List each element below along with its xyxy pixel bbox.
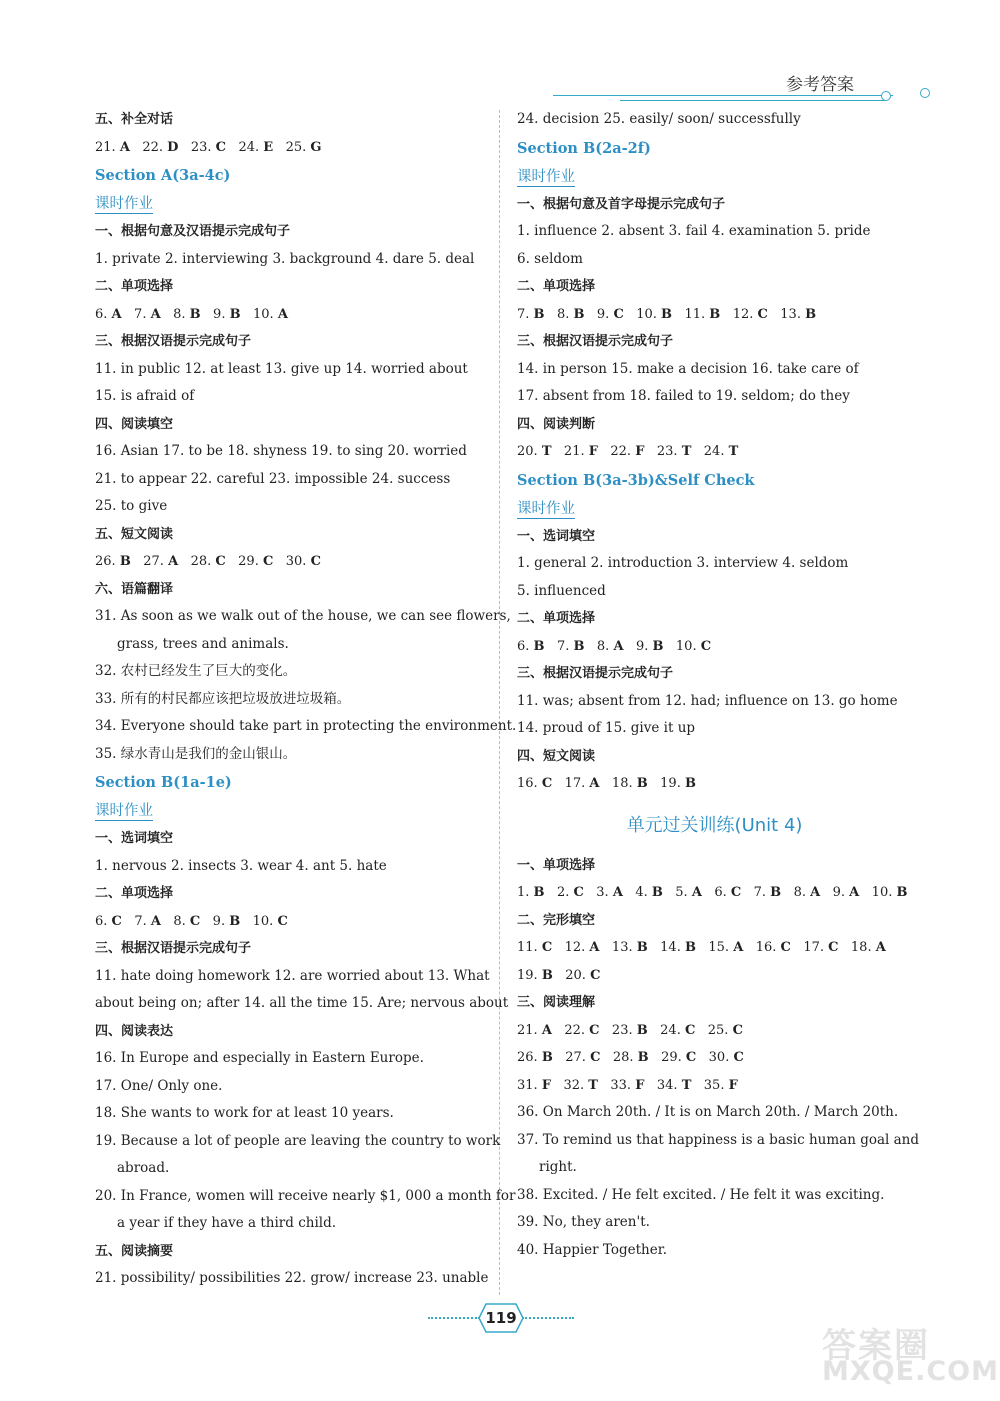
answer-choices-line: 26. B 27. C 28. B 29. C 30. C	[517, 1050, 744, 1065]
answer-line: 37. To remind us that happiness is a basic human goal and	[517, 1131, 920, 1148]
answer-choices-line: 21. A 22. D 23. C 24. E 25. G	[95, 139, 322, 155]
answer-letter: T	[728, 444, 739, 459]
answer-line: 11. in public 12. at least 13. give up 14. worried about	[95, 360, 468, 377]
homework-label	[95, 190, 490, 218]
exercise-heading: 一、根据句意及汉语提示完成句子	[95, 224, 291, 239]
answer-letter: B	[533, 885, 545, 900]
exercise-heading: 二、单项选择	[95, 279, 174, 294]
answer-letter: B	[684, 940, 696, 955]
answer-letter: B	[636, 1022, 648, 1038]
header-dot	[920, 88, 930, 98]
exercise-heading: 一、选词填空	[517, 528, 596, 544]
answer-letter: C	[590, 1050, 601, 1065]
answer-line: 40. Happier Together.	[517, 1241, 668, 1258]
answer-letter: B	[541, 967, 553, 983]
answer-letter: A	[691, 885, 702, 900]
answer-letter: B	[573, 306, 585, 322]
exercise-heading: 二、完形填空	[517, 912, 596, 928]
homework-label-text: 课时作业	[95, 803, 153, 819]
answer-letter: C	[111, 913, 122, 929]
answer-line-continued: right.	[539, 1159, 577, 1175]
answer-letter: C	[541, 940, 553, 955]
answer-line: about being on; after 14. all the time 15. Are; nervous about	[95, 995, 509, 1011]
exercise-heading: 一、选词填空	[95, 831, 174, 846]
answer-letter: C	[589, 1022, 600, 1038]
answer-letter: A	[849, 885, 860, 900]
answer-letter: B	[684, 776, 696, 791]
answer-line: 24. decision 25. easily/ soon/ successfully	[517, 111, 801, 127]
answer-line: 1. private 2. interviewing 3. background 4. dare 5. deal	[95, 250, 475, 267]
exercise-heading: 四、短文阅读	[517, 748, 596, 764]
answer-letter: G	[310, 139, 322, 155]
exercise-heading: 四、阅读判断	[517, 416, 596, 432]
answer-letter: T	[588, 1077, 598, 1093]
exercise-heading: 二、单项选择	[517, 611, 596, 626]
answer-line: 1. influence 2. absent 3. fail 4. examination 5. pride	[517, 223, 871, 239]
answer-letter: C	[277, 913, 288, 929]
watermark-url: MXQE.COM	[822, 1356, 999, 1387]
answer-letter: C	[613, 306, 624, 322]
answer-letter: F	[728, 1077, 738, 1093]
page-number: 119	[485, 1309, 517, 1327]
answer-line: 14. in person 15. make a decision 16. take care of	[517, 360, 859, 377]
answer-line: 38. Excited. / He felt excited. / He felt it was exciting.	[517, 1186, 885, 1203]
answer-letter: B	[651, 885, 663, 900]
answer-choices-line: 31. F 32. T 33. F 34. T 35. F	[517, 1077, 738, 1093]
answer-letter: B	[573, 638, 585, 654]
answer-letter: C	[757, 306, 768, 322]
pager-dots-left	[428, 1317, 480, 1319]
answer-letter: B	[119, 554, 131, 569]
section-title: Section B(3a-3b)&Self Check	[517, 471, 755, 489]
answer-letter: B	[189, 306, 201, 322]
header-rule	[553, 95, 893, 96]
answer-letter: A	[168, 554, 179, 569]
answer-line: 16. In Europe and especially in Eastern Europe.	[95, 1050, 424, 1066]
answer-choices-line: 11. C 12. A 13. B 14. B 15. A 16. C 17. C 18. A	[517, 940, 886, 955]
answer-letter: B	[636, 940, 648, 955]
left-column	[95, 106, 517, 1293]
answer-line: 1. nervous 2. insects 3. wear 4. ant 5. hate	[95, 857, 387, 874]
answer-choices-line: 20. T 21. F 22. F 23. T 24. T	[517, 444, 739, 459]
answer-letter: C	[828, 940, 839, 955]
answer-line-continued: grass, trees and animals.	[117, 635, 289, 652]
answer-line: 32. 农村已经发生了巨大的变化。	[95, 663, 297, 679]
answer-letter: C	[700, 638, 712, 654]
answer-letter: A	[111, 306, 122, 322]
answer-line: 15. is afraid of	[95, 388, 195, 404]
answer-letter: B	[636, 776, 648, 791]
exercise-heading: 二、单项选择	[95, 886, 174, 901]
answer-letter: T	[681, 444, 692, 459]
answer-line: 34. Everyone should take part in protecting the environment.	[95, 718, 517, 734]
homework-label	[95, 797, 490, 825]
answer-letter: A	[150, 306, 161, 322]
exercise-heading: 三、阅读理解	[517, 995, 596, 1010]
answer-letter: C	[732, 1022, 743, 1038]
exercise-heading: 五、补全对话	[95, 112, 174, 127]
answer-choices-line: 21. A 22. C 23. B 24. C 25. C	[517, 1022, 743, 1038]
answer-line: 31. As soon as we walk out of the house, we can see flowers,	[95, 608, 511, 624]
answer-letter: C	[684, 1022, 696, 1038]
answer-letter: F	[588, 444, 598, 459]
answer-letter: E	[263, 139, 274, 155]
answer-line: 19. Because a lot of people are leaving the country to work	[95, 1132, 501, 1149]
answer-letter: A	[612, 885, 623, 900]
exercise-heading: 一、根据句意及首字母提示完成句子	[517, 196, 726, 212]
header-rule-secondary	[620, 100, 885, 101]
answer-line: 5. influenced	[517, 582, 606, 599]
pager-dots-right	[522, 1317, 574, 1319]
answer-line: 36. On March 20th. / It is on March 20th. / March 20th.	[517, 1104, 899, 1120]
page-number-badge	[428, 1303, 574, 1333]
answer-letter: B	[709, 306, 721, 322]
answer-line: 25. to give	[95, 498, 168, 514]
answer-line-continued: abroad.	[117, 1160, 170, 1176]
right-column	[517, 106, 920, 1264]
exercise-heading: 三、根据汉语提示完成句子	[95, 334, 252, 349]
answer-letter: D	[167, 139, 179, 155]
answer-choices-line: 6. B 7. B 8. A 9. B 10. C	[517, 638, 712, 654]
homework-label	[517, 495, 912, 523]
answer-letter: B	[896, 885, 908, 900]
answer-line-continued: a year if they have a third child.	[117, 1215, 337, 1231]
answer-letter: B	[652, 638, 664, 654]
homework-label-text: 课时作业	[517, 168, 575, 185]
answer-line: 14. proud of 15. give it up	[517, 720, 696, 736]
answer-letter: A	[541, 1022, 552, 1038]
answer-choices-line: 1. B 2. C 3. A 4. B 5. A 6. C 7. B 8. A 9. A 10. B	[517, 885, 908, 900]
answer-line: 18. She wants to work for at least 10 years.	[95, 1105, 394, 1121]
answer-letter: A	[875, 940, 886, 955]
answer-line: 21. possibility/ possibilities 22. grow/ increase 23. unable	[95, 1270, 489, 1286]
exercise-heading: 一、单项选择	[517, 857, 596, 873]
answer-letter: B	[229, 306, 241, 322]
section-title: Section B(1a-1e)	[95, 774, 232, 791]
column-divider	[499, 110, 500, 1295]
answer-letter: B	[637, 1050, 649, 1065]
answer-line: 35. 绿水青山是我们的金山银山。	[95, 745, 297, 762]
answer-letter: A	[277, 306, 288, 322]
answer-letter: A	[613, 638, 624, 654]
answer-letter: C	[541, 776, 553, 791]
answer-line: 6. seldom	[517, 250, 583, 267]
answer-letter: B	[533, 638, 545, 654]
answer-letter: B	[533, 306, 545, 322]
answer-letter: F	[635, 444, 645, 459]
exercise-heading: 二、单项选择	[517, 279, 596, 294]
answer-letter: T	[541, 444, 552, 459]
answer-letter: B	[541, 1050, 553, 1065]
answer-letter: C	[262, 554, 274, 569]
answer-choices-line: 16. C 17. A 18. B 19. B	[517, 776, 696, 791]
watermark-logo	[822, 1318, 999, 1393]
answer-letter: B	[805, 306, 817, 322]
answer-letter: A	[119, 139, 130, 155]
answer-line: 11. was; absent from 12. had; influence on 13. go home	[517, 692, 898, 709]
answer-letter: C	[733, 1050, 744, 1065]
answer-choices-line: 19. B 20. C	[517, 967, 601, 983]
exercise-heading: 三、根据汉语提示完成句子	[517, 666, 674, 681]
homework-label-text: 课时作业	[517, 500, 575, 517]
answer-line: 33. 所有的村民都应该把垃圾放进垃圾箱。	[95, 690, 351, 707]
answer-letter: A	[810, 885, 821, 900]
exercise-heading: 三、根据汉语提示完成句子	[95, 941, 252, 956]
answer-line: 1. general 2. introduction 3. interview 4. seldom	[517, 555, 849, 571]
answer-letter: A	[589, 940, 600, 955]
header-dot	[881, 91, 891, 101]
answer-line: 20. In France, women will receive nearly $1, 000 a month for	[95, 1187, 516, 1204]
answer-letter: C	[780, 940, 791, 955]
answer-letter: C	[215, 139, 227, 155]
exercise-heading: 四、阅读填空	[95, 416, 174, 432]
watermark-text: 答案圈	[822, 1326, 930, 1366]
unit-test-title: 单元过关训练(Unit 4)	[626, 814, 803, 836]
answer-letter: C	[310, 554, 321, 569]
exercise-heading: 四、阅读表达	[95, 1023, 174, 1039]
answer-letter: A	[589, 776, 600, 791]
homework-label-text: 课时作业	[95, 196, 153, 212]
answer-letter: C	[685, 1050, 697, 1065]
answer-letter: B	[770, 885, 782, 900]
exercise-heading: 三、根据汉语提示完成句子	[517, 334, 674, 349]
answer-letter: C	[730, 885, 742, 900]
exercise-heading: 五、阅读摘要	[95, 1243, 174, 1259]
homework-label	[517, 163, 912, 191]
answer-letter: F	[541, 1077, 552, 1093]
answer-line: 21. to appear 22. careful 23. impossible 24. success	[95, 470, 451, 487]
section-title: Section B(2a-2f)	[517, 139, 651, 157]
answer-letter: B	[229, 913, 241, 929]
answer-letter: B	[661, 306, 673, 322]
answer-letter: T	[681, 1077, 692, 1093]
section-title: Section A(3a-4c)	[95, 167, 231, 184]
answer-letter: A	[150, 913, 161, 929]
answer-letter: C	[215, 554, 226, 569]
answer-line: 17. One/ Only one.	[95, 1077, 223, 1094]
answer-letter: C	[189, 913, 201, 929]
answer-letter: F	[635, 1077, 645, 1093]
answer-choices-line: 6. A 7. A 8. B 9. B 10. A	[95, 306, 288, 322]
answer-choices-line: 6. C 7. A 8. C 9. B 10. C	[95, 913, 288, 929]
answer-line: 16. Asian 17. to be 18. shyness 19. to sing 20. worried	[95, 443, 467, 459]
answer-line: 11. hate doing homework 12. are worried about 13. What	[95, 967, 490, 984]
answer-letter: C	[590, 967, 601, 983]
header-title: 参考答案	[786, 75, 854, 95]
exercise-heading: 五、短文阅读	[95, 526, 174, 542]
exercise-heading: 六、语篇翻译	[95, 581, 174, 597]
answer-line: 17. absent from 18. failed to 19. seldom; do they	[517, 388, 850, 404]
answer-letter: C	[573, 885, 584, 900]
answer-choices-line: 26. B 27. A 28. C 29. C 30. C	[95, 554, 321, 569]
answer-choices-line: 7. B 8. B 9. C 10. B 11. B 12. C 13. B	[517, 306, 817, 322]
answer-letter: A	[733, 940, 744, 955]
answer-line: 39. No, they aren't.	[517, 1214, 650, 1230]
